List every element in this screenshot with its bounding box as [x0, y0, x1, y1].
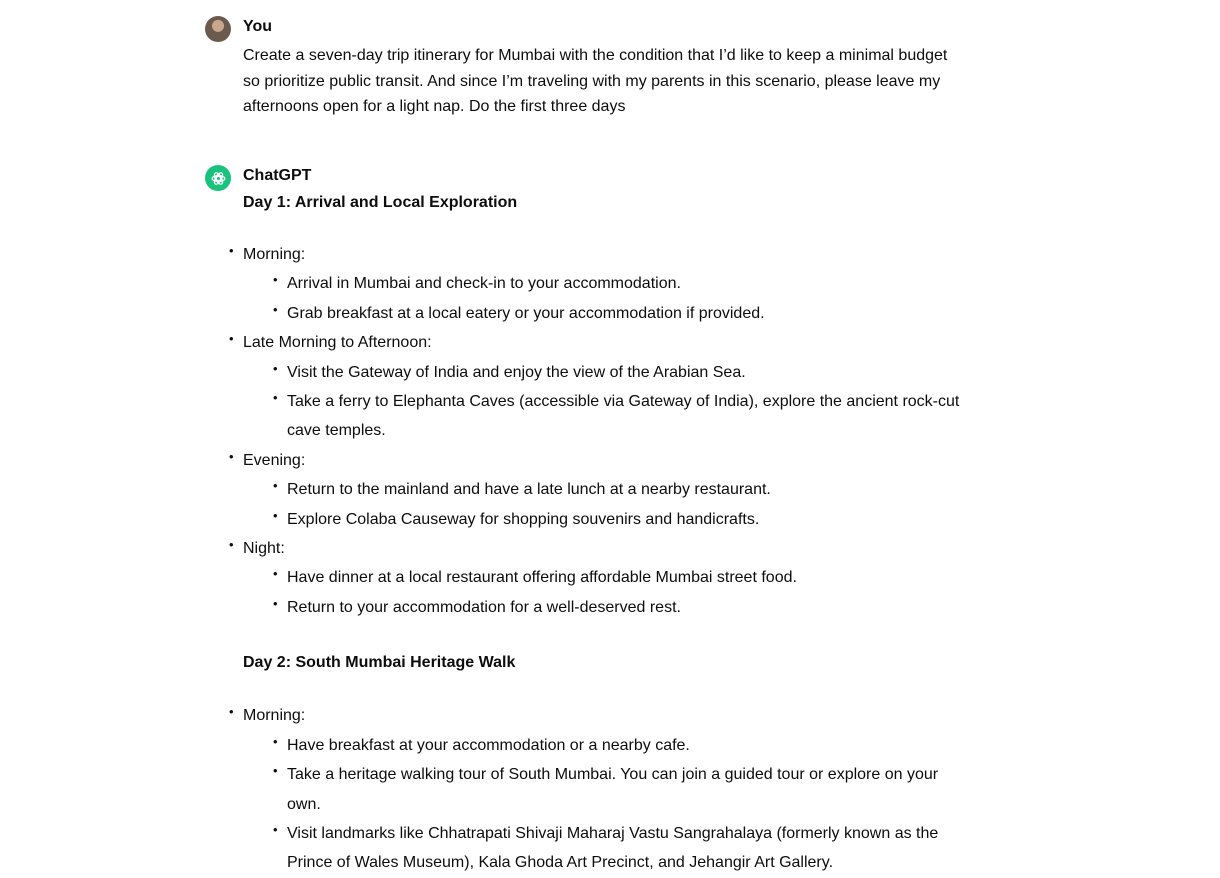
list-item: • Arrival in Mumbai and check-in to your accommodation.: [287, 269, 965, 298]
sub-list: [243, 731, 965, 878]
user-avatar: [205, 16, 231, 42]
list-item: • Have dinner at a local restaurant offering affordable Mumbai street food.: [287, 563, 965, 592]
list-item: [237, 446, 965, 534]
list-item: • Grab breakfast at a local eatery or your accommodation if provided.: [287, 299, 965, 328]
period-label: • Late Morning to Afternoon:: [243, 334, 432, 352]
list-item: [237, 701, 965, 877]
list-item: • Visit the Gateway of India and enjoy the view of the Arabian Sea.: [287, 358, 965, 387]
user-message-content: [243, 43, 965, 120]
list-item: [237, 240, 965, 328]
day-1-periods: [243, 240, 965, 622]
list-item: • Explore Colaba Causeway for shopping souvenirs and handicrafts.: [287, 505, 965, 534]
list-item: • Take a heritage walking tour of South Mumbai. You can join a guided tour or explore on your own.: [287, 760, 965, 819]
day-1-title: Day 1: Arrival and Local Exploration: [243, 194, 518, 211]
list-item: [237, 328, 965, 446]
list-item: • Take a ferry to Elephanta Caves (accessible via Gateway of India), explore the ancient rock-cut cave temples.: [287, 387, 965, 446]
period-label: • Morning:: [243, 246, 306, 263]
sub-list: [243, 269, 965, 328]
period-label: • Night:: [243, 540, 285, 558]
day-2-title: Day 2: South Mumbai Heritage Walk: [243, 654, 516, 672]
user-author-label: You: [243, 18, 273, 35]
assistant-message-content: [243, 192, 965, 878]
user-message-text: Create a seven-day trip itinerary for Mumbai with the condition that I’d like to keep a minimal budget so prioritize public transit. And since I’m traveling with my parents in this scenario, please leave my afternoons open for a light nap. Do the first three days: [243, 47, 948, 115]
chatgpt-logo-icon: [205, 165, 231, 191]
list-item: [237, 534, 965, 622]
period-label: • Evening:: [243, 451, 306, 469]
sub-list: [243, 563, 965, 622]
list-item: • Have breakfast at your accommodation or a nearby cafe.: [287, 731, 965, 760]
list-item: • Return to the mainland and have a late lunch at a nearby restaurant.: [287, 475, 965, 504]
sub-list: [243, 475, 965, 534]
list-item: • Return to your accommodation for a well-deserved rest.: [287, 593, 965, 622]
sub-list: [243, 358, 965, 446]
list-item: • Visit landmarks like Chhatrapati Shivaji Maharaj Vastu Sangrahalaya (formerly known as the Prince of Wales Museum), Kala Ghoda Art Precinct, and Jehangir Art Gallery.: [287, 819, 965, 878]
assistant-author-label: ChatGPT: [243, 167, 312, 184]
day-2-periods: [243, 701, 965, 877]
period-label: • Morning:: [243, 707, 306, 725]
